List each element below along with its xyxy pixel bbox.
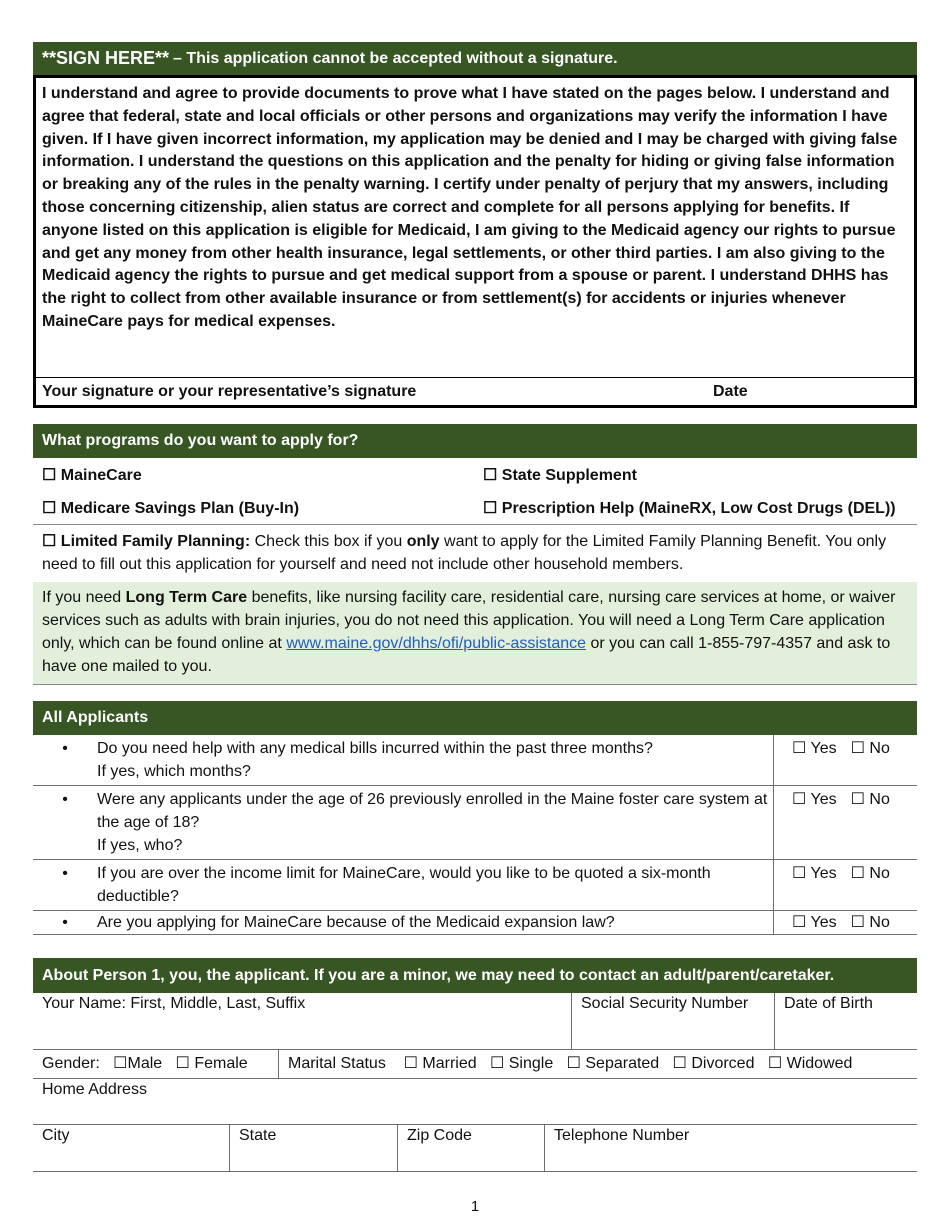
option-label: State Supplement [501, 466, 637, 484]
checkbox-icon[interactable]: ☐ [42, 466, 57, 484]
option-state-supplement[interactable] [483, 465, 637, 485]
checkbox-icon[interactable]: ☐ [42, 499, 57, 517]
ltc-text-2: benefits, like nursing facility care, residential care, nursing care services at home, or waiver services such as adults with brain injuries, you do not need this application. You will need a Long Term Care application only, which can be found online at [42, 589, 896, 652]
question-text: If you are over the income limit for MaineCare, would you like to be quoted a six-month deductible? [97, 865, 711, 905]
page-number: 1 [470, 1198, 480, 1215]
sign-here-subtitle: – This application cannot be accepted without a signature. [173, 49, 618, 67]
ssn-field[interactable]: Social Security Number [571, 993, 774, 1049]
ltc-bold: Long Term Care [125, 589, 248, 606]
marital-field [278, 1050, 917, 1078]
application-page [33, 42, 917, 1172]
checkbox-icon[interactable]: ☐ [483, 499, 498, 517]
home-address-field[interactable]: Home Address [42, 1081, 147, 1098]
name-row [33, 993, 917, 1050]
gender-male-checkbox[interactable]: ☐Male [113, 1055, 163, 1072]
yes-no-choice [773, 786, 917, 859]
city-row [33, 1125, 917, 1172]
marital-label: Marital Status [288, 1055, 386, 1072]
option-label: Medicare Savings Plan (Buy-In) [60, 499, 300, 517]
long-term-care-note [33, 582, 917, 685]
option-prescription-help[interactable] [483, 498, 896, 518]
sign-here-title: **SIGN HERE** [42, 48, 170, 68]
option-label: Prescription Help (MaineRX, Low Cost Drugs (DEL)) [501, 499, 896, 517]
signature-line[interactable] [36, 377, 914, 405]
checkbox-icon[interactable]: ☐ [483, 466, 498, 484]
no-checkbox[interactable]: ☐ No [850, 865, 890, 882]
name-field[interactable]: Your Name: First, Middle, Last, Suffix [42, 995, 306, 1012]
sign-here-header [33, 42, 917, 75]
certification-statement: I understand and agree to provide documents to prove what I have stated on the pages below. I understand and agree that federal, state and local officials or other persons and organizations may verify the information I have given. If I have given incorrect information, my application may be denied and I may be charged with giving false information. I understand the questions on this application and the penalty for hiding or giving false information or breaking any of the rules in the penalty warning. I certify under penalty of perjury that my answers, including those concerning citizenship, alien status are correct and complete for all persons applying for benefits. If anyone listed on this application is eligible for Medicaid, I am giving to the Medicaid agency our rights to pursue and get any money from other health insurance, legal settlements, or other third parties. I am also giving to the Medicaid agency the rights to pursue and get medical support from a spouse or parent. I understand DHHS has the right to collect from other available insurance or from settlement(s) for accidents or injuries whenever MaineCare pays for medical expenses. [42, 85, 898, 330]
question-text: Do you need help with any medical bills incurred within the past three months? [97, 740, 653, 757]
option-mainecare[interactable] [33, 465, 483, 485]
question-followup: If yes, which months? [97, 763, 251, 780]
yes-no-choice [773, 911, 917, 934]
yes-checkbox[interactable]: ☐ Yes [792, 740, 837, 757]
lfp-text: Check this box if you [254, 533, 403, 550]
question-followup: If yes, who? [97, 837, 183, 854]
marital-widowed-checkbox[interactable]: ☐ Widowed [767, 1055, 853, 1072]
question-row-foster-care [33, 786, 917, 860]
no-checkbox[interactable]: ☐ No [850, 914, 890, 931]
bullet: • [62, 914, 68, 931]
option-medicare-savings[interactable] [33, 498, 483, 518]
all-applicants-header [33, 701, 917, 735]
question-row-medical-bills [33, 735, 917, 786]
gender-label: Gender: [42, 1055, 100, 1072]
signature-label: Your signature or your representative’s signature [42, 382, 417, 400]
question-text: Are you applying for MaineCare because of the Medicaid expansion law? [97, 914, 615, 931]
question-row-expansion [33, 911, 917, 935]
public-assistance-link[interactable]: www.maine.gov/dhhs/ofi/public-assistance [286, 635, 587, 652]
yes-checkbox[interactable]: ☐ Yes [792, 791, 837, 808]
ltc-text-3: or you can call 1-855-797-4357 and ask to have one mailed to you. [42, 635, 891, 675]
marital-married-checkbox[interactable]: ☐ Married [403, 1055, 477, 1072]
gender-female-checkbox[interactable]: ☐ Female [175, 1055, 248, 1072]
lfp-text-2: want to apply for the Limited Family Planning Benefit. You only need to fill out this application for yourself and need not include other household members. [42, 533, 887, 573]
phone-field[interactable]: Telephone Number [544, 1125, 917, 1171]
question-text: Were any applicants under the age of 26 previously enrolled in the Maine foster care system at the age of 18? [97, 791, 768, 831]
limited-family-planning [33, 525, 917, 582]
signature-box [33, 75, 917, 408]
lfp-only: only [406, 533, 440, 550]
person1-header [33, 958, 917, 993]
bullet: • [62, 740, 68, 757]
no-checkbox[interactable]: ☐ No [850, 791, 890, 808]
yes-checkbox[interactable]: ☐ Yes [792, 865, 837, 882]
programs-row-1 [33, 458, 917, 491]
dob-field[interactable]: Date of Birth [774, 993, 917, 1049]
zip-field[interactable]: Zip Code [397, 1125, 544, 1171]
yes-no-choice [773, 735, 917, 785]
bullet: • [62, 791, 68, 808]
date-label: Date [713, 382, 748, 400]
programs-row-2 [33, 491, 917, 524]
all-applicants-header-text: All Applicants [42, 709, 149, 726]
person1-header-text: About Person 1, you, the applicant. If you are a minor, we may need to contact an adult/parent/caretaker. [42, 966, 835, 984]
ltc-text: If you need [42, 589, 122, 606]
checkbox-icon[interactable]: ☐ [42, 533, 57, 550]
city-field[interactable]: City [42, 1127, 70, 1144]
marital-separated-checkbox[interactable]: ☐ Separated [566, 1055, 660, 1072]
no-checkbox[interactable]: ☐ No [850, 740, 890, 757]
gender-field [33, 1050, 278, 1078]
option-label: MaineCare [60, 466, 142, 484]
programs-header [33, 424, 917, 458]
lfp-label: Limited Family Planning: [60, 533, 251, 550]
bullet: • [62, 865, 68, 882]
home-address-row [33, 1079, 917, 1125]
state-field[interactable]: State [229, 1125, 397, 1171]
marital-divorced-checkbox[interactable]: ☐ Divorced [672, 1055, 755, 1072]
programs-header-text: What programs do you want to apply for? [42, 432, 359, 449]
question-row-deductible [33, 860, 917, 911]
yes-no-choice [773, 860, 917, 910]
yes-checkbox[interactable]: ☐ Yes [792, 914, 837, 931]
marital-single-checkbox[interactable]: ☐ Single [489, 1055, 554, 1072]
gender-marital-row [33, 1050, 917, 1079]
